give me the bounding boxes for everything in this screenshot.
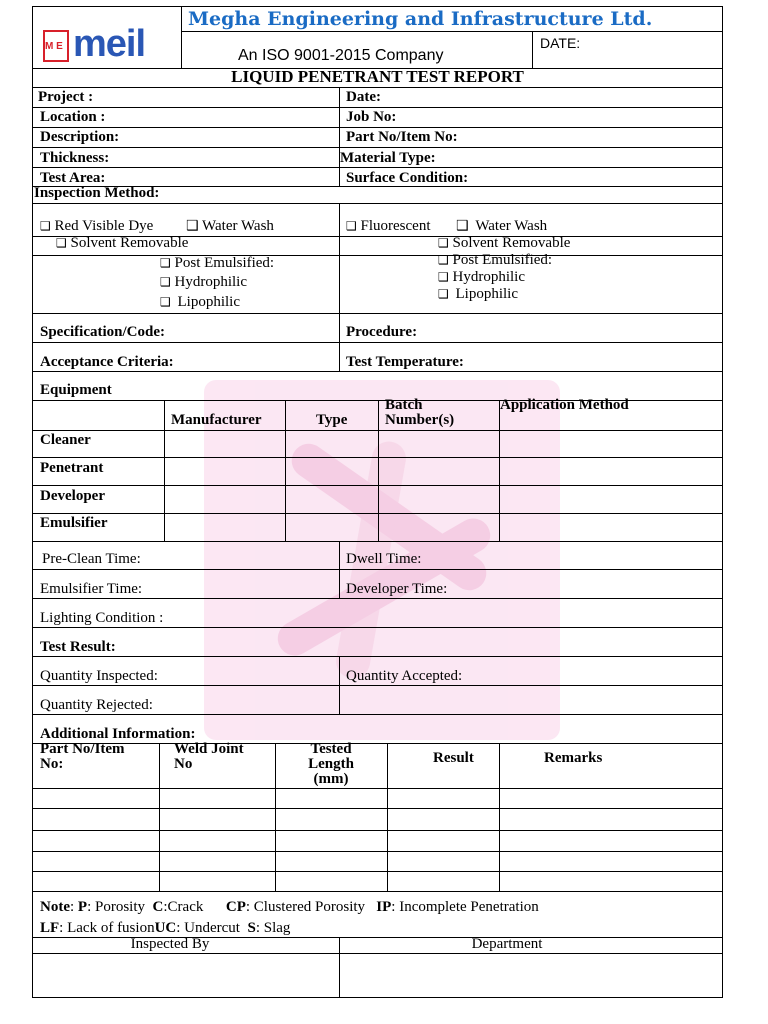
checkbox-icon[interactable]: ❑ <box>438 236 449 250</box>
quantity-inspected-label: Quantity Inspected: <box>40 668 158 684</box>
checkbox-icon[interactable]: ❑ <box>186 218 199 234</box>
row-penetrant: Penetrant <box>40 460 104 476</box>
option-right-hydrophilic[interactable]: ❑ Hydrophilic <box>438 269 526 285</box>
date-field-label: Date: <box>346 89 381 105</box>
checkbox-icon[interactable]: ❑ <box>346 219 357 233</box>
col-tested-length: Tested <box>310 741 352 757</box>
material-type-label: Material Type: <box>340 150 436 166</box>
test-temperature-label: Test Temperature: <box>346 354 464 370</box>
col-type: Type <box>316 412 348 428</box>
department-label: Department <box>471 936 543 952</box>
equipment-heading: Equipment <box>40 382 112 398</box>
option-right-post-emulsified[interactable]: ❑ Post Emulsified: <box>438 252 553 268</box>
col-batch-number: Number(s) <box>385 412 455 428</box>
option-left-water-wash[interactable]: ❑ Water Wash <box>186 218 274 234</box>
option-right-water-wash[interactable]: ❑ Water Wash <box>456 218 548 234</box>
description-label: Description: <box>40 129 120 145</box>
note-legend: Note: P: Porosity C:Crack CP: Clustered Porosity IP: Incomplete Penetration <box>40 899 539 915</box>
checkbox-icon[interactable]: ❑ <box>456 218 469 234</box>
job-no-label: Job No: <box>346 109 397 125</box>
col-weld-joint: Weld Joint <box>174 741 244 757</box>
report-title: LIQUID PENETRANT TEST REPORT <box>231 67 524 86</box>
checkbox-icon[interactable]: ❑ <box>56 236 67 250</box>
test-result-heading: Test Result: <box>40 639 116 655</box>
company-logo: meil <box>73 23 146 65</box>
col-result: Result <box>433 750 474 766</box>
location-label: Location : <box>40 109 106 125</box>
acceptance-criteria-label: Acceptance Criteria: <box>40 354 174 370</box>
lighting-condition-label: Lighting Condition : <box>40 610 164 626</box>
specification-label: Specification/Code: <box>40 324 165 340</box>
surface-condition-label: Surface Condition: <box>346 170 469 186</box>
company-name: Megha Engineering and Infrastructure Ltd. <box>188 8 653 30</box>
checkbox-icon[interactable]: ❑ <box>438 287 449 301</box>
part-no-label: Part No/Item No: <box>346 129 458 145</box>
logo-mark-letters: M E <box>45 41 63 52</box>
pre-clean-time-label: Pre-Clean Time: <box>42 551 141 567</box>
col-tested-length-unit: (mm) <box>313 771 349 787</box>
row-developer: Developer <box>40 488 105 504</box>
emulsifier-time-label: Emulsifier Time: <box>40 581 143 597</box>
date-label: DATE: <box>540 35 581 51</box>
test-area-label: Test Area: <box>40 170 106 186</box>
option-red-visible-dye[interactable]: ❑ Red Visible Dye <box>40 218 154 234</box>
thickness-label: Thickness: <box>40 150 110 166</box>
inspection-method-heading: Inspection Method: <box>34 185 160 201</box>
col-part-no: Part No/Item <box>40 741 125 757</box>
checkbox-icon[interactable]: ❑ <box>160 256 171 270</box>
option-fluorescent[interactable]: ❑ Fluorescent <box>346 218 431 234</box>
col-weld-joint-line2: No <box>174 756 193 772</box>
checkbox-icon[interactable]: ❑ <box>160 275 171 289</box>
checkbox-icon[interactable]: ❑ <box>40 219 51 233</box>
quantity-rejected-label: Quantity Rejected: <box>40 697 153 713</box>
inspected-by-label: Inspected By <box>130 936 210 952</box>
developer-time-label: Developer Time: <box>346 581 448 597</box>
col-batch: Batch <box>385 397 423 413</box>
option-left-lipophilic[interactable]: ❑ Lipophilic <box>160 294 241 310</box>
row-cleaner: Cleaner <box>40 432 91 448</box>
option-right-solvent-removable[interactable]: ❑ Solvent Removable <box>438 235 571 251</box>
checkbox-icon[interactable]: ❑ <box>438 253 449 267</box>
checkbox-icon[interactable]: ❑ <box>160 295 171 309</box>
col-tested-length-line2: Length <box>308 756 354 772</box>
project-label: Project : <box>38 89 94 105</box>
option-left-hydrophilic[interactable]: ❑ Hydrophilic <box>160 274 248 290</box>
row-emulsifier: Emulsifier <box>40 515 108 531</box>
note-legend-line2: LF: Lack of fusionUC: Undercut S: Slag <box>40 920 291 936</box>
quantity-accepted-label: Quantity Accepted: <box>346 668 463 684</box>
col-remarks: Remarks <box>544 750 603 766</box>
dwell-time-label: Dwell Time: <box>346 551 422 567</box>
option-left-solvent-removable[interactable]: ❑ Solvent Removable <box>56 235 189 251</box>
option-left-post-emulsified[interactable]: ❑ Post Emulsified: <box>160 255 275 271</box>
checkbox-icon[interactable]: ❑ <box>438 270 449 284</box>
iso-line: An ISO 9001-2015 Company <box>238 47 444 64</box>
inspected-by-signature-field[interactable] <box>33 954 338 997</box>
col-application-method: Application Method <box>500 397 629 413</box>
additional-info-heading: Additional Information: <box>40 726 196 742</box>
col-part-no-line2: No: <box>40 756 64 772</box>
col-manufacturer: Manufacturer <box>171 412 262 428</box>
procedure-label: Procedure: <box>346 324 418 340</box>
department-signature-field[interactable] <box>340 954 722 997</box>
option-right-lipophilic[interactable]: ❑ Lipophilic <box>438 286 519 302</box>
